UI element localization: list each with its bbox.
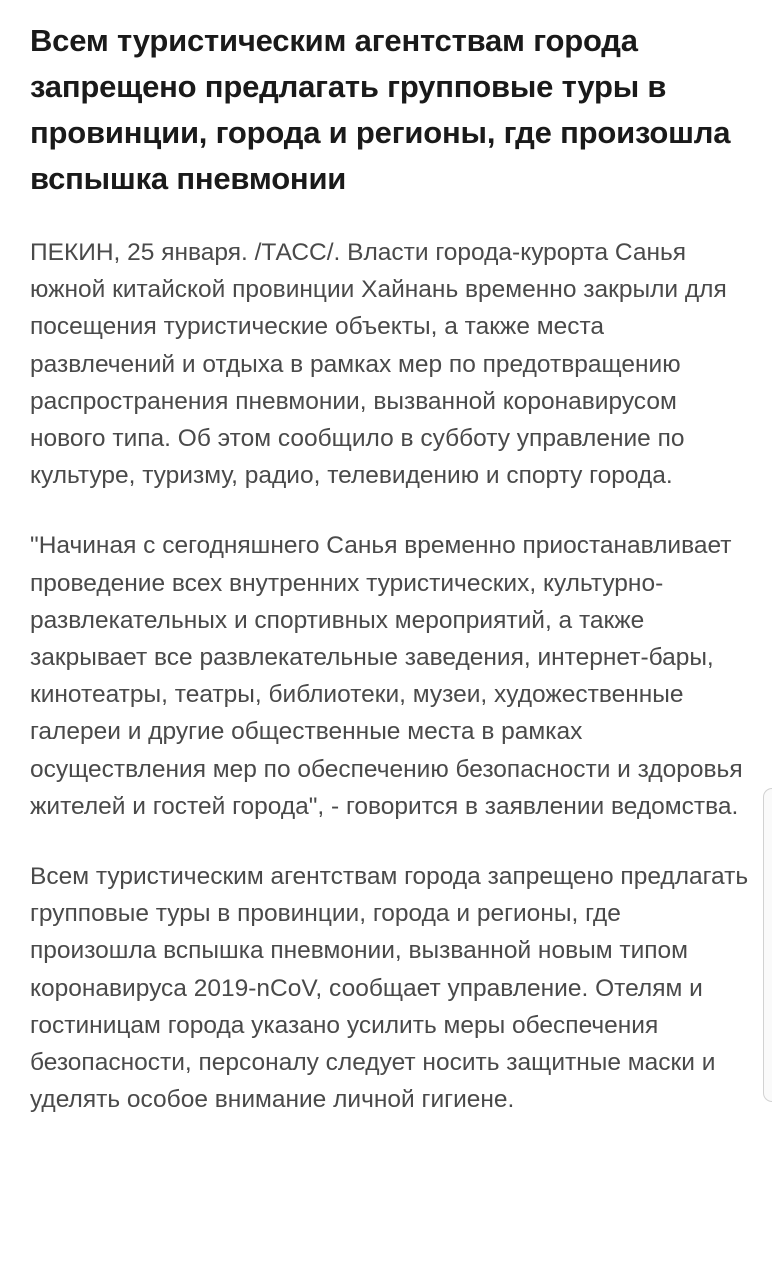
article bbox=[30, 0, 750, 1118]
article-paragraph-2: "Начиная с сегодняшнего Санья временно приостанавливает проведение всех внутренних туристических, культурно-развлекательных и спортивных мероприятий, а также закрывает все развлекательные заведения, интернет-бары, кинотеатры, театры, библиотеки, музеи, художественные галереи и другие общественные места в рамках осуществления мер по обеспечению безопасности и здоровья жителей и гостей города", - говорится в заявлении ведомства. bbox=[30, 532, 743, 820]
article-paragraph-1: ПЕКИН, 25 января. /ТАСС/. Власти города-курорта Санья южной китайской провинции Хайнань временно закрыли для посещения туристические объекты, а также места развлечений и отдыха в рамках мер по предотвращению распространения пневмонии, вызванной коронавирусом нового типа. Об этом сообщило в субботу управление по культуре, туризму, радио, телевидению и спорту города. bbox=[30, 239, 727, 490]
scroll-handle[interactable] bbox=[763, 788, 772, 1102]
article-headline: Всем туристическим агентствам города запрещено предлагать групповые туры в провинции, города и регионы, где произошла вспышка пневмонии bbox=[30, 23, 731, 196]
article-paragraph-3: Всем туристическим агентствам города запрещено предлагать групповые туры в провинции, города и регионы, где произошла вспышка пневмонии, вызванной новым типом коронавируса 2019-nCoV, сообщает управление. Отелям и гостиницам города указано усилить меры обеспечения безопасности, персоналу следует носить защитные маски и уделять особое внимание личной гигиене. bbox=[30, 863, 749, 1114]
